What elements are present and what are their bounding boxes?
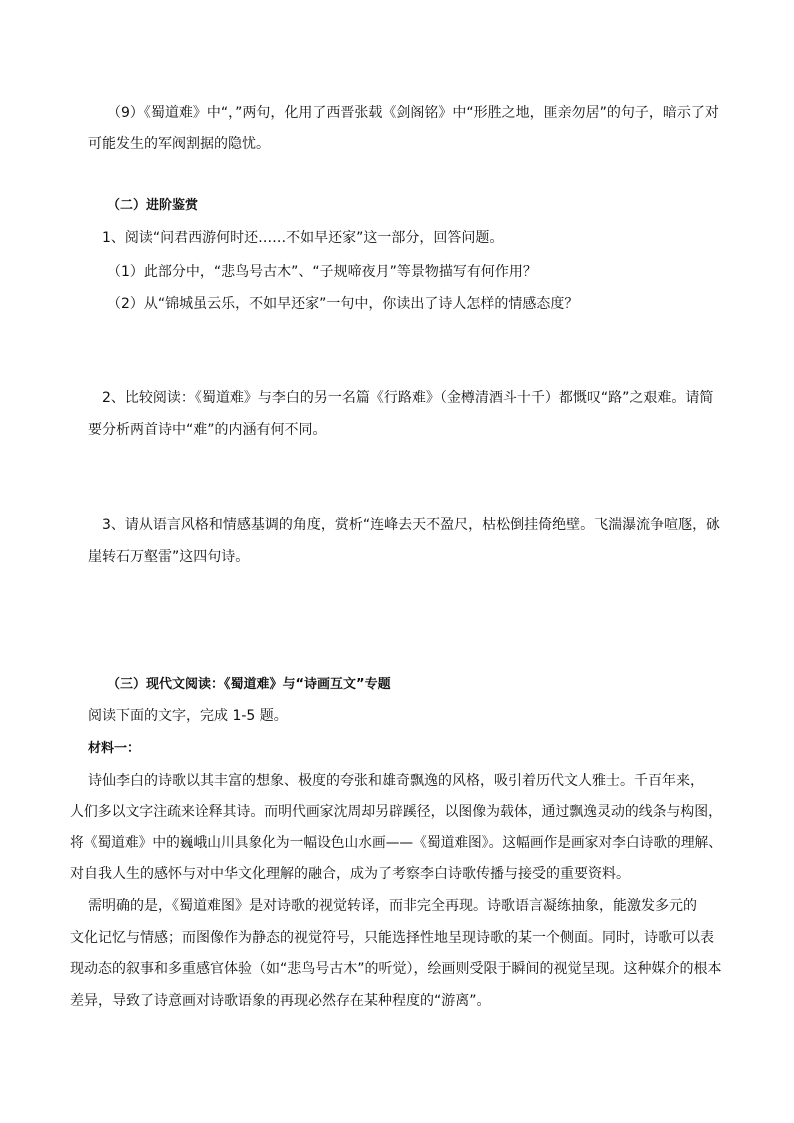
question-3-line-1: 3、请从语言风格和情感基调的角度，赏析“连峰去天不盈尺，枯松倒挂倚绝壁。飞湍瀑流争喧豗，砯 <box>102 517 721 533</box>
paragraph-2-line-2: 文化记忆与情感；而图像作为静态的视觉符号，只能选择性地呈现诗歌的某一个侧面。同时，诗歌可以表 <box>70 930 714 946</box>
question-2-line-1: 2、比较阅读：《蜀道难》与李白的另一名篇《行路难》（金樽清酒斗十千）都慨叹“路”之艰难。请简 <box>102 390 714 406</box>
q9-line-1: （9）《蜀道难》中“，”两句，化用了西晋张载《剑阁铭》中“形胜之地，匪亲勿居”的句子，暗示了对 <box>107 105 719 121</box>
q9-line-2: 可能发生的军阀割据的隐忧。 <box>88 136 270 152</box>
paragraph-2-line-4: 差异，导致了诗意画对诗歌语象的再现必然存在某种程度的“游离”。 <box>70 993 491 1009</box>
question-2-line-2: 要分析两首诗中“难”的内涵有何不同。 <box>88 422 327 438</box>
paragraph-1-line-3: 将《蜀道难》中的巍峨山川具象化为一幅设色山水画——《蜀道难图》。这幅画作是画家对李白诗歌的理解、 <box>70 835 722 851</box>
paragraph-1-line-1: 诗仙李白的诗歌以其丰富的想象、极度的夸张和雄奇飘逸的风格，吸引着历代文人雅士。千百年来， <box>88 773 704 789</box>
question-1-sub-1: （1）此部分中，“悲鸟号古木”、“子规啼夜月”等景物描写有何作用？ <box>107 264 537 280</box>
paragraph-1-line-2: 人们多以文字注疏来诠释其诗。而明代画家沈周却另辟蹊径，以图像为载体，通过飘逸灵动的线条与构图， <box>70 804 722 820</box>
reading-instruction: 阅读下面的文字，完成 1-5 题。 <box>88 708 288 724</box>
paragraph-1-line-4: 对自我人生的感怀与对中华文化理解的融合，成为了考察李白诗歌传播与接受的重要资料。 <box>70 866 630 882</box>
section-2-heading: （二）进阶鉴赏 <box>107 198 199 213</box>
question-1-sub-2: （2）从“锦城虽云乐，不如早还家”一句中，你读出了诗人怎样的情感态度？ <box>107 296 579 312</box>
material-label: 材料一： <box>88 741 141 756</box>
question-3-line-2: 崖转石万壑雷”这四句诗。 <box>88 549 250 565</box>
section-3-heading: （三）现代文阅读：《蜀道难》与“诗画互文”专题 <box>107 677 391 692</box>
paragraph-2-line-3: 现动态的叙事和多重感官体验（如“悲鸟号古木”的听觉），绘画则受限于瞬间的视觉呈现。这种媒介的根本 <box>70 961 722 977</box>
paragraph-2-line-1: 需明确的是，《蜀道难图》是对诗歌的视觉转译，而非完全再现。诗歌语言凝练抽象，能激发多元的 <box>88 898 697 914</box>
question-1-stem: 1、阅读“问君西游何时还……不如早还家”这一部分，回答问题。 <box>102 230 504 246</box>
